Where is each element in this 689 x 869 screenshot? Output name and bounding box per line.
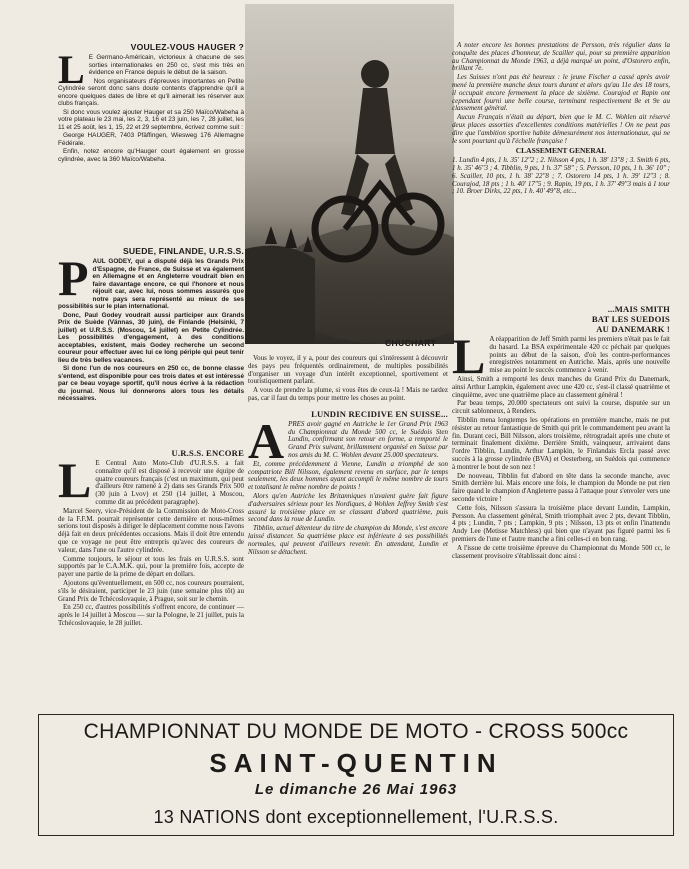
smith-para-4: Tibblin mena longtemps les opérations en première manche, mais ne put résister au retour fantastique de Smith qui prit le commandement peu avant la fin. Durant ceci, Bill Nilsson, alors troisième, rétrogradait après une chute et terminait finalement dixième. Derrière Smith, vainqueur, arrivaient dans l'ordre Tibblin, Lundin, Arthur Lampkin, le Finlandais Ercla passé avec succès à la grosse cylindrée (BVA) et Oesterberg, un Suédois qui commence à montrer le bout de son nez ! bbox=[452, 415, 670, 471]
urss-para-2: Marcel Seery, vice-Président de la Commission de Moto-Cross de la F.F.M. pourrait représenter cette dernière et nous-mêmes serions tout disposés à diriger le déplacement comme nous l'avons déjà fait en deux précédentes occasions. Mais il doit être entendu que ce voyage ne peut être entrepris qu'avec des coureurs de valeur, dans l'une ou l'autre cylindrée. bbox=[58, 506, 244, 554]
smith-para-3: Par beau temps, 20.000 spectateurs ont suivi la course, disputée sur un circuit sablonneux, à Renders. bbox=[452, 399, 670, 416]
smith-heading-3: AU DANEMARK ! bbox=[596, 324, 670, 334]
middle-para-1: Vous le voyez, il y a, pour des coureurs qui s'intéressent à découvrir des pays peu fréquentés ordinairement, de multiples possibilités d'organiser un voyage d'un intérêt exceptionnel, sportivement et touristiquement parlant. bbox=[248, 355, 448, 386]
urss-para-4: Ajoutons qu'éventuellement, en 500 cc, nos coureurs pourraient, s'ils le désiraient, participer le 23 juin (une semaine plus tôt) au Grand Prix de Tchécoslovaquie, à Prague, soit sur le chemin. bbox=[58, 578, 244, 603]
classement-title: CLASSEMENT GENERAL bbox=[515, 146, 607, 156]
article-urss-heading: U.R.S.S. ENCORE bbox=[171, 448, 244, 458]
smith-para-1: A réapparition de Jeff Smith parmi les premiers n'était pas le fait du hasard. La BSA expérimentale 420 cc péchait par quelques points au début de la saison, d'où les contre-performances enregistrées notamment en Autriche. Mais, après une nouvelle mise au point le succès commence à venir. bbox=[489, 335, 670, 375]
article-smith bbox=[452, 304, 670, 710]
hauger-para-4: George HAUGER, 7403 Pfäffingen, Wiesweg 176 Allemagne Fédérale. bbox=[58, 132, 244, 147]
smith-para-5: De nouveau, Tibblin fut d'abord en tête dans la seconde manche, avec Smith derrière lui. Mais encore une fois, le champion du Monde ne put rien faire quand le champion d'Angleterre passa à l'attaque pour s'envoler vers une seconde victoire ! bbox=[452, 471, 670, 503]
article-suede-finlande bbox=[58, 246, 244, 442]
hauger-para-3: Si donc vous voulez ajouter Hauger et sa 250 Maïco/Wabeha à votre plateau le 23 mai, les 2, 3, 16 et 23 juin, les 7, 28 juillet, les 11 et 25 août, les 1, 15, 22 et 29 septembre, écrivez comme suit : bbox=[58, 108, 244, 131]
right-top-para-2: Les Suisses n'ont pas été heureux : le jeune Fischer a cassé après avoir mené la première manche deux tours durant et alors qu'au 11e des 18 tours, il occupait encore fermement la place de sixième. Courajod et Rapin ont cependant fourni une belle course, terminant respectivement 8e et 9e au classement général. bbox=[452, 73, 670, 113]
lundin-para-3: Alors qu'en Autriche les Britanniques n'avaient guère fait figure d'adversaires sérieux pour les Nordiques, à Wohlen Jeffrey Smith s'est assuré la troisième place en se classant d'abord quatrième, puis second dans la roue de Lundin. bbox=[248, 491, 448, 524]
article-right-top bbox=[452, 42, 670, 304]
article-hauger-heading: VOULEZ-VOUS HAUGER ? bbox=[130, 42, 244, 52]
article-middle bbox=[248, 355, 448, 705]
motocross-photo-illustration bbox=[245, 4, 454, 344]
championship-banner bbox=[38, 714, 674, 836]
banner-line-1: CHAMPIONNAT DU MONDE DE MOTO - CROSS 500cc bbox=[83, 720, 629, 743]
article-urss-encore bbox=[58, 448, 244, 710]
article-hauger bbox=[58, 42, 244, 242]
dropcap-hauger: L bbox=[58, 47, 85, 92]
lundin-para-2: Et, comme précédemment à Vienne, Lundin a triomphé de son compatriote Bill Nilsson, également revenu en surface, par le temps seulement, les deux hommes ayant accompli le même nombre de tours et totalisant le même nombre de points ! bbox=[248, 459, 448, 492]
classement-text: 1. Lundin 4 pts, 1 h. 35' 12"2 ; 2. Nilsson 4 pts, 1 h. 38' 13"8 ; 3. Smith 6 pts, 1 h. 35' 46"3 ; 4. Tibblin, 9 pts, 1 h. 37' 58" ; 5. Persson, 10 pts, 1 h. 36' 10" ; 6. Scailler, 10 pts, 1 h. 38' 22"8 ; 7. Ostorero 14 pts, 1 h. 39' 12"3 ; 8. Courajod, 18 pts ; 1 h. 40' 17"5 ; 9. Rapin, 19 pts, 1 h. 37' 49"3 mais à 1 tour ; 10. Broer Dirks, 22 pts, 1 h. 40' 49"8, etc... bbox=[452, 156, 670, 196]
banner-line-2: SAINT-QUENTIN bbox=[209, 748, 503, 778]
dropcap-urss: L bbox=[58, 452, 92, 508]
smith-heading-2: BAT LES SUEDOIS bbox=[591, 314, 670, 324]
urss-para-3: Comme toujours, le séjour et tous les frais en U.R.S.S. sont supportés par le C.A.M.K. qui, pour la première fois, accepte de payer une partie de la prime de départ en dollars. bbox=[58, 554, 244, 579]
suede-para-1: AUL GODEY, qui a disputé déjà les Grands Prix d'Espagne, de France, de Suisse et va également en Allemagne et en Angleterre voudrait bien en faire davantage encore, ce qui l'honore et nous réjouit car, avec lui, nous sommes assurés que notre pays sera représenté au mieux de ses possibilités sur le plan international. bbox=[58, 258, 244, 310]
suede-para-2: Donc, Paul Godey voudrait aussi participer aux Grands Prix de Suède (Vännas, 30 juin), de Finlande (Helsinki, 7 juillet) et U.R.S.S. (Moscou, 14 juillet) en Petite Cylindrée. Les possibilités d'engagement, à des conditions acceptables, existent, mais Godey recherche un second coureur pour effectuer avec lui ce long périple qui peut tenir lieu de très belles vacances. bbox=[58, 311, 244, 364]
banner-line-3: Le dimanche 26 Mai 1963 bbox=[254, 781, 458, 798]
article-suede-heading: SUEDE, FINLANDE, U.R.S.S. bbox=[122, 246, 244, 256]
right-top-para-1: A noter encore les bonnes prestations de Persson, très régulier dans la conquête des places d'honneur, de Scailler qui, pour sa première apparition au Championnat du Monde 1963, a déjà marqué un point, d'Ostorero enfin, brillant 7e. bbox=[452, 42, 670, 73]
article-lundin-heading: LUNDIN RECIDIVE EN SUISSE... bbox=[311, 408, 448, 419]
smith-para-7: A l'issue de cette troisième épreuve du Championnat du Monde 500 cc, le classement provisoire s'établissait donc ainsi : bbox=[452, 543, 670, 560]
motocross-photo bbox=[245, 4, 454, 344]
smith-para-2: Ainsi, Smith a remporté les deux manches du Grand Prix du Danemark, ainsi Arthur Lampkin, également avec une 420 cc, s'est-il classé quatrième et cinquième, avec une quatrième place au classement général ! bbox=[452, 374, 670, 399]
urss-para-1: E Central Auto Moto-Club d'U.R.S.S. a fait connaître qu'il est disposé à recevoir une équipe de quatre coureurs français (c'est un maximum, qui peut d'ailleurs être ramené à 2) dans ses Grands Prix 500 (30 juin à Lvov) et 250 (14 juillet, à Moscou, comme dit au précédent paragraphe). bbox=[95, 459, 244, 506]
smith-heading-1: ...MAIS SMITH bbox=[607, 304, 670, 314]
lundin-para-1: PRES avoir gagné en Autriche le 1er Grand Prix 1963 du Championnat du Monde 500 cc, le Suédois Sten Lundin, confirmant son retour en forme, a remporté le Grand Prix suivant, brillamment organisé en Suisse par nos amis du M. C. Wohlen devant 25.000 spectateurs. bbox=[288, 419, 448, 459]
lundin-para-4: Tibblin, actuel détenteur du titre de champion du Monde, s'est encore laissé distancer. Sa quatrième place est inférieure à ses possibilités normales, qui peuvent d'ailleurs revenir. En attendant, Lundin et Nilsson se détachent. bbox=[248, 524, 448, 556]
suede-para-3: Si donc l'un de nos coureurs en 250 cc, de bonne classe s'entend, est disponible pour ces trois dates et est intéressé par ce beau voyage sportif, qu'il nous écrive à la rédaction du journal. Nous lui donnerons alors tous les détails nécessaires. bbox=[58, 365, 244, 402]
hauger-para-2: Nos organisateurs d'épreuves importantes en Petite Cylindrée seront donc sans doute contents d'apprendre qu'il a encore quelques dates de libre et qu'il aimerait les réserver aux clubs français. bbox=[58, 77, 244, 107]
photo-caption: CHUCHART bbox=[385, 338, 437, 348]
banner-line-4: 13 NATIONS dont exceptionnellement, l'U.R.S.S. bbox=[153, 807, 559, 827]
dropcap-lundin: A bbox=[248, 412, 285, 469]
hauger-para-1: E Germano-Américain, victorieux à chacune de ses sorties internationales en 250 cc, s'est mis très en évidence en France depuis le début de la saison. bbox=[88, 54, 244, 76]
dropcap-suede: P bbox=[58, 250, 89, 306]
dropcap-smith: L bbox=[452, 328, 486, 384]
hauger-para-5: Enfin, notez encore qu'Hauger court également en grosse cylindrée, avec la 360 Maïco/Wabeha. bbox=[58, 148, 244, 163]
middle-para-2: A vous de prendre la plume, si vous êtes de ceux-là ! Mais ne tardez pas, car il faut du temps pour mettre les choses au point. bbox=[248, 386, 448, 402]
right-top-para-3: Aucun Français n'était au départ, bien que le M. C. Wohlen ait réservé deux places assorties d'excellentes conditions matérielles ! On ne peut pas dire que l'ambition sportive habite démesurément nos internationaux, qui ne le sont pourtant qu'à l'échelle française ! bbox=[452, 113, 670, 145]
urss-para-5: En 250 cc, d'autres possibilités s'offrent encore, de continuer — après le 14 juillet à Moscou — sur la Pologne, le 21 juillet, puis la Tchécoslovaquie, le 28 juillet. bbox=[58, 603, 244, 627]
smith-para-6: Cette fois, Nilsson s'assura la troisième place devant Lundin, Lampkin, Persson. Au classement général, Smith triomphait avec 2 pts, devant Tibblin, 4 pts ; Lundin, 7 pts ; Lampkin, 9 pts ; Nilsson, 13 pts et enfin l'inattendu Andy Lee (Metisse Matchless) qui bien que n'ayant pas figuré parmi les 6 premiers de l'une et l'autre manche a fini celles-ci en bon rang. bbox=[452, 503, 670, 543]
